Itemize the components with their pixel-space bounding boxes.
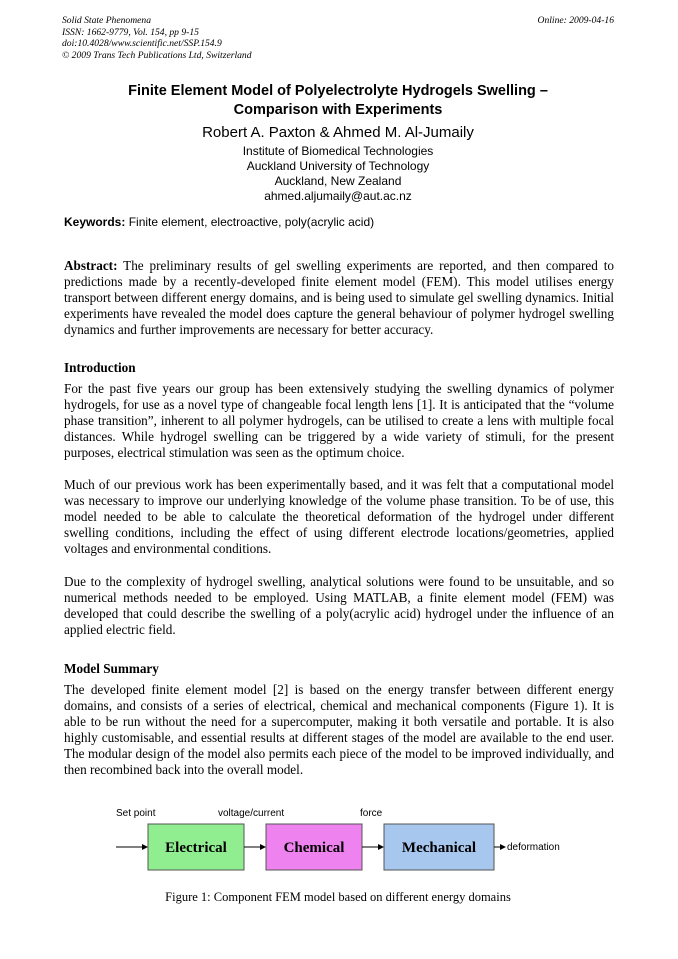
voltage-label: voltage/current [218,808,285,819]
online-date: Online: 2009-04-16 [537,15,614,26]
keywords [64,215,374,229]
affiliation [62,144,614,204]
institute: Institute of Biomedical Technologies [242,144,434,158]
authors: Robert A. Paxton & Ahmed M. Al-Jumaily [202,124,474,141]
keywords-label: Keywords: [64,215,126,229]
abstract [64,258,614,338]
abstract-text: The preliminary results of gel swelling experiments are reported, and then compared to predictions made by a recently-developed finite element model (FEM). This model utilises energy transport between different energy domains, and is being used to simulate gel swelling dynamics. Initial experiments have revealed the model does capture the general behaviour of polymer hydrogel swelling dynamics and further improvements are necessary for better accuracy. [64,258,614,337]
email: ahmed.aljumaily@aut.ac.nz [264,189,412,203]
copyright: © 2009 Trans Tech Publications Ltd, Switzerland [62,49,252,61]
figure-1-diagram [106,800,576,880]
university: Auckland University of Technology [246,159,430,173]
doi: doi:10.4028/www.scientific.net/SSP.154.9 [62,38,222,49]
setpoint-label: Set point [116,808,156,819]
intro-paragraph-1: For the past five years our group has been extensively studying the swelling dynamics of polymer hydrogels, for use as a novel type of changeable focal length lens [1]. It is anticipated that the “volume phase transition”, inherent to all polymer hydrogels, can be utilised to create a lens with multiple focal distances. While hydrogel swelling can be triggered by a wide variety of stimuli, for the present purposes, electrical stimulation was seen as the optimum choice. [64,381,614,460]
chemical-box-label: Chemical [283,840,345,856]
issn: ISSN: 1662-9779, Vol. 154, pp 9-15 [62,26,199,38]
journal-header [62,15,252,61]
model-summary-paragraph: The developed finite element model [2] is based on the energy transfer between different energy domains, and consists of a series of electrical, chemical and mechanical components (Figure 1). It is able to be run without the need for a supercomputer, making it both versatile and portable. It is also highly customisable, and essential results at different stages of the model are available to the end user. The modular design of the model also permits each piece of the model to be improved individually, and then recombined back into the overall model. [64,682,614,777]
paper-title [62,82,614,120]
title-line-1: Finite Element Model of Polyelectrolyte Hydrogels Swelling – [128,83,548,99]
force-label: force [360,808,383,819]
intro-paragraph-2: Much of our previous work has been experimentally based, and it was felt that a computational model was necessary to improve our underlying knowledge of the volume phase transition. To be of use, this model needed to be able to calculate the theoretical deformation of the hydrogel under different swelling conditions, including the effect of using different electrode locations/geometries, applied voltages and environmental conditions. [64,477,614,556]
journal-name: Solid State Phenomena [62,15,151,26]
keywords-text: Finite element, electroactive, poly(acrylic acid) [128,215,375,229]
abstract-label: Abstract: [64,258,118,273]
deformation-label: deformation [507,842,560,853]
city: Auckland, New Zealand [274,174,402,188]
figure-caption: Figure 1: Component FEM model based on different energy domains [165,890,511,904]
mechanical-box-label: Mechanical [401,840,477,856]
title-line-2: Comparison with Experiments [233,102,443,118]
model-summary-heading: Model Summary [64,661,159,676]
intro-paragraph-3: Due to the complexity of hydrogel swelling, analytical solutions were found to be unsuitable, and so numerical methods needed to be employed. Using MATLAB, a finite element model (FEM) was developed that could describe the swelling of a poly(acrylic acid) hydrogel under the influence of an applied electric field. [64,574,614,637]
introduction-heading: Introduction [64,360,136,375]
electrical-box-label: Electrical [165,840,227,856]
